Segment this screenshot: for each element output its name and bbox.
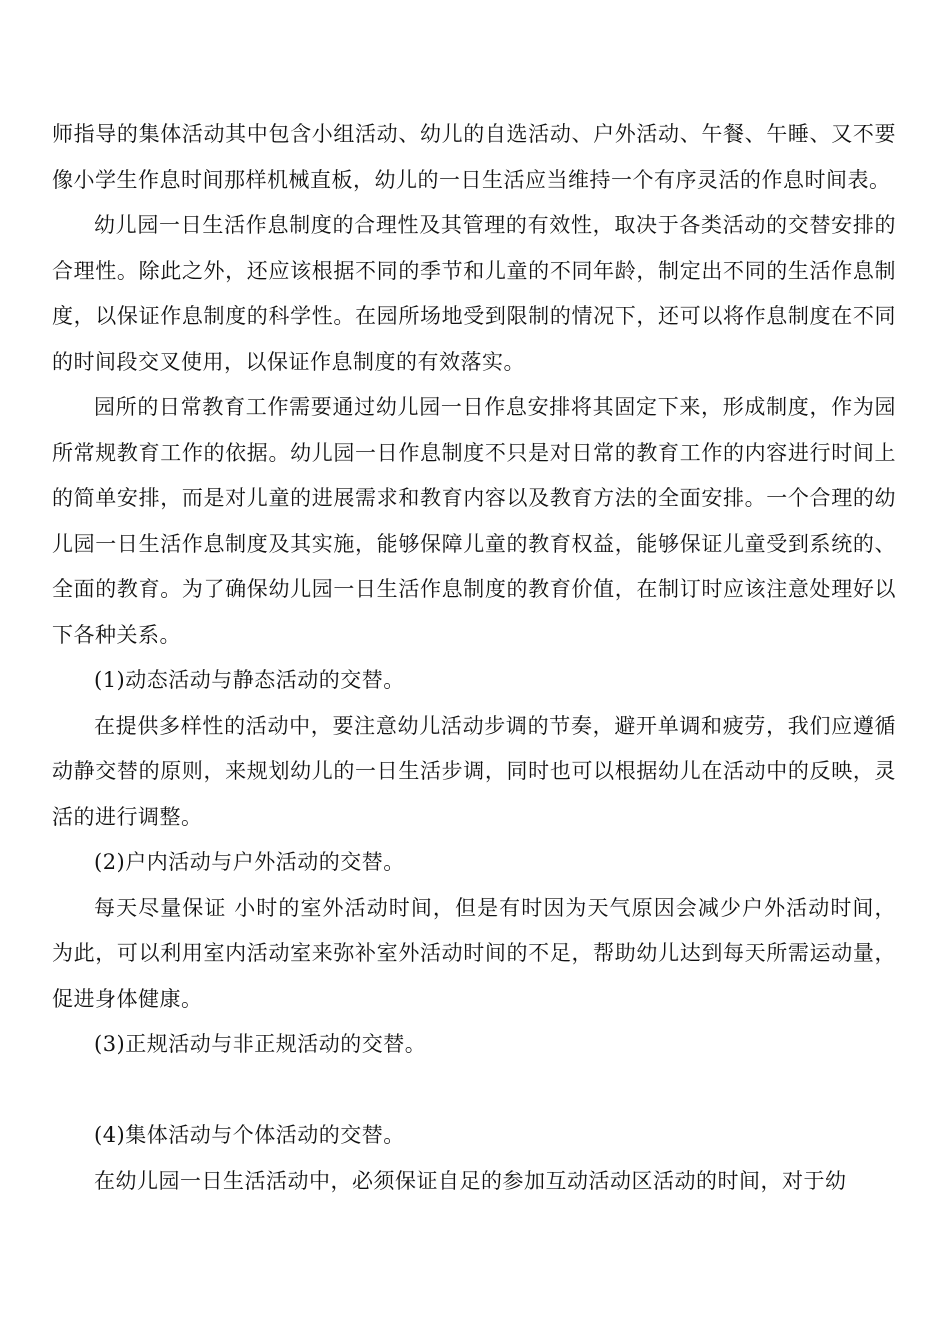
heading-formal-informal: (3)正规活动与非正规活动的交替。	[94, 1032, 427, 1056]
heading-group-individual: (4)集体活动与个体活动的交替。	[94, 1123, 405, 1147]
paragraph-schedule-rationality: 幼儿园一日生活作息制度的合理性及其管理的有效性，取决于各类活动的交替安排的合理性。除此之外，还应该根据不同的季节和儿童的不同年龄，制定出不同的生活作息制度，以保证作息制度的科学性。在园所场地受到限制的情况下，还可以将作息制度在不同的时间段交叉使用，以保证作息制度的有效落实。	[52, 213, 896, 374]
heading-dynamic-static: (1)动态活动与静态活动的交替。	[94, 668, 405, 692]
paragraph-continuation: 师指导的集体活动其中包含小组活动、幼儿的自选活动、户外活动、午餐、午睡、又不要像小学生作息时间那样机械直板，幼儿的一日生活应当维持一个有序灵活的作息时间表。	[52, 122, 896, 192]
blank-line	[52, 1068, 896, 1114]
document-page	[52, 112, 896, 1204]
paragraph-indoor-outdoor: 每天尽量保证 小时的室外活动时间，但是有时因为天气原因会减少户外活动时间，为此，可以利用室内活动室来弥补室外活动时间的不足，帮助幼儿达到每天所需运动量，促进身体健康。	[52, 895, 896, 1011]
paragraph-group-individual: 在幼儿园一日生活活动中，必须保证自足的参加互动活动区活动的时间，对于幼	[94, 1168, 847, 1193]
paragraph-schedule-institution: 园所的日常教育工作需要通过幼儿园一日作息安排将其固定下来，形成制度，作为园所常规教育工作的依据。幼儿园一日作息制度不只是对日常的教育工作的内容进行时间上的简单安排，而是对儿童的进展需求和教育内容以及教育方法的全面安排。一个合理的幼儿园一日生活作息制度及其实施，能够保障儿童的教育权益，能够保证儿童受到系统的、全面的教育。为了确保幼儿园一日生活作息制度的教育价值，在制订时应该注意处理好以下各种关系。	[52, 395, 896, 647]
paragraph-dynamic-static: 在提供多样性的活动中，要注意幼儿活动步调的节奏，避开单调和疲劳，我们应遵循动静交替的原则，来规划幼儿的一日生活步调，同时也可以根据幼儿在活动中的反映，灵活的进行调整。	[52, 713, 896, 829]
heading-indoor-outdoor: (2)户内活动与户外活动的交替。	[94, 850, 405, 874]
